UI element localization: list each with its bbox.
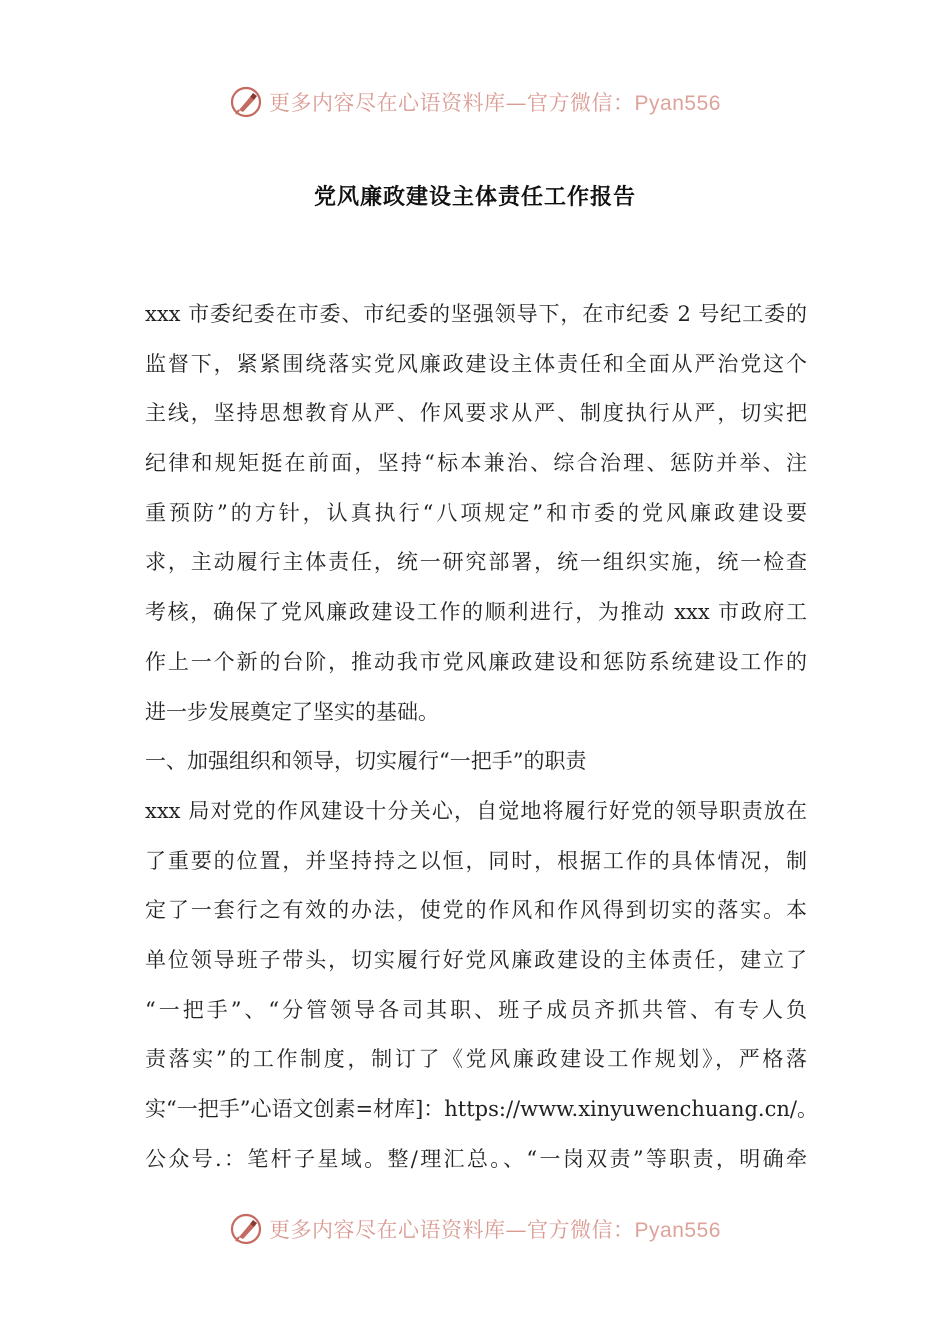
body-line: 纪律和规矩挺在前面，坚持“标本兼治、综合治理、惩防并举、注 [145,451,807,476]
banner-text [269,1214,721,1244]
footer-banner [0,1207,950,1251]
body-line: 求，主动履行主体责任，统一研究部署，统一组织实施，统一检查 [145,550,807,575]
body-line: “一把手”、“分管领导各司其职、班子成员齐抓共管、有专人负 [145,997,807,1022]
body-line-link: 实“一把手”心语文创素=材库]：https://www.xinyuwenchuang.cn/。 [145,1097,818,1121]
pen-nib-circle-icon [229,85,263,119]
section-heading: 一、加强组织和领导，切实履行“一把手”的职责 [145,749,587,774]
body-line: 作上一个新的台阶，推动我市党风廉政建设和惩防系统建设工作的 [145,649,807,674]
body-line: 监督下，紧紧围绕落实党风廉政建设主体责任和全面从严治党这个 [145,351,807,376]
banner-slogan: 更多内容尽在心语资料库—官方微信： [269,1218,635,1242]
body-line: xxx 局对党的作风建设十分关心，自觉地将履行好党的领导职责放在 [145,798,807,823]
banner-text [269,87,721,117]
document-body [145,290,818,1184]
body-line: 单位领导班子带头，切实履行好党风廉政建设的主体责任，建立了 [145,947,807,972]
body-line: 责落实”的工作制度，制订了《党风廉政建设工作规划》，严格落 [145,1047,807,1072]
body-line: 定了一套行之有效的办法，使党的作风和作风得到切实的落实。本 [145,898,807,923]
body-line: 了重要的位置，并坚持持之以恒，同时，根据工作的具体情况，制 [145,848,807,873]
banner-slogan: 更多内容尽在心语资料库—官方微信： [269,91,635,115]
document-title: 党风廉政建设主体责任工作报告 [313,184,636,210]
body-line: 重预防”的方针，认真执行“八项规定”和市委的党风廉政建设要 [145,500,807,525]
banner-wechat-id: Pyan556 [634,1219,721,1242]
body-line: xxx 市委纪委在市委、市纪委的坚强领导下，在市纪委 2 号纪工委的 [145,302,807,326]
body-line: 公众号.：笔杆子星域。整/理汇总。、“一岗双责”等职责，明确牵 [145,1146,807,1171]
pen-nib-circle-icon [229,1212,263,1246]
header-banner [0,80,950,124]
body-line: 进一步发展奠定了坚实的基础。 [145,699,439,724]
body-line: 主线，坚持思想教育从严、作风要求从严、制度执行从严，切实把 [145,401,807,426]
body-line: 考核，确保了党风廉政建设工作的顺利进行，为推动 xxx 市政府工 [145,600,807,625]
banner-wechat-id: Pyan556 [634,92,721,115]
